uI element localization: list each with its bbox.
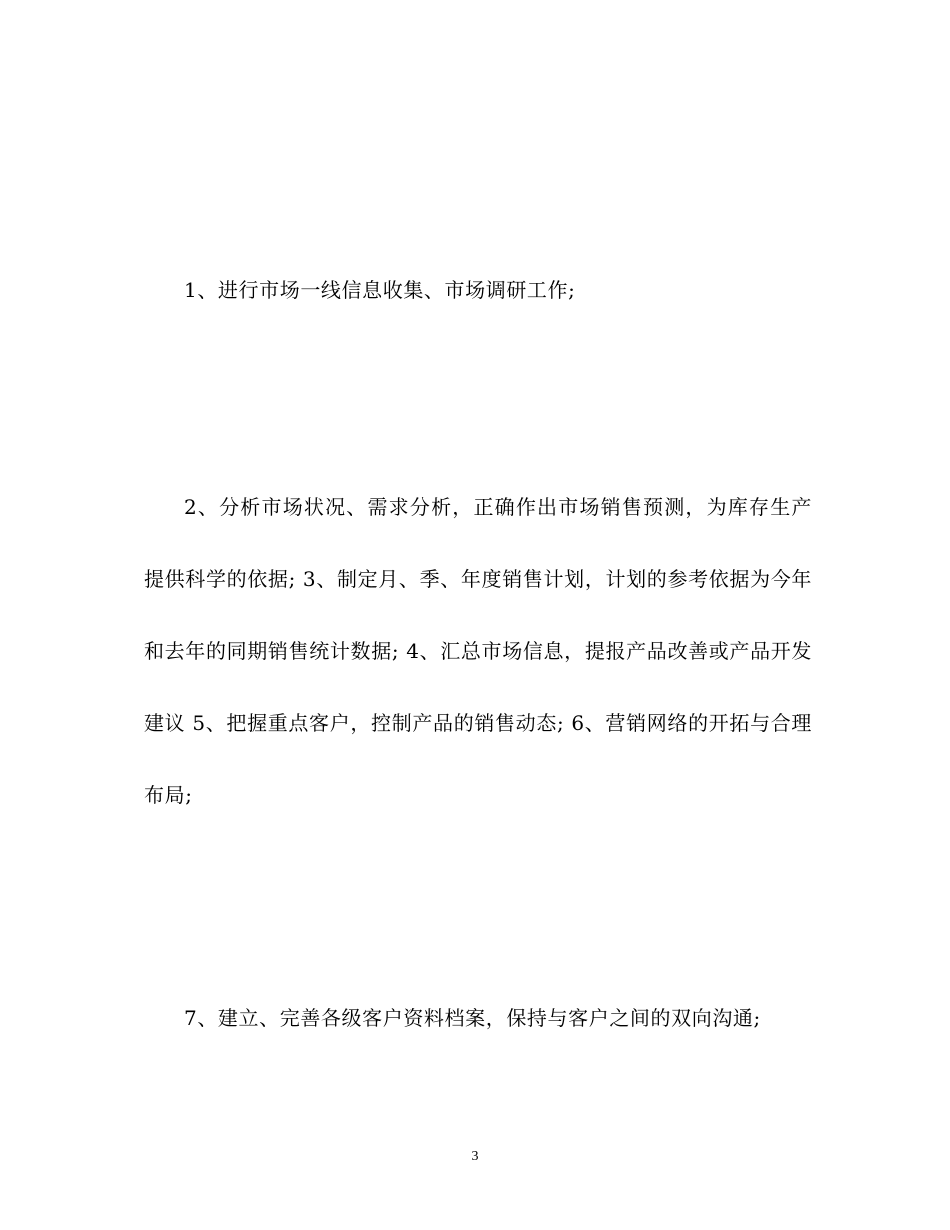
paragraph-market-research: 1、进行市场一线信息收集、市场调研工作; xyxy=(184,278,576,302)
paragraph-sales-planning: 2、分析市场状况、需求分析，正确作出市场销售预测，为库存生产提供科学的依据; 3、制定月、季、年度销售计划，计划的参考依据为今年和去年的同期销售统计数据; 4、汇总市场信息，提报产品改善或产品开发建议 5、把握重点客户，控制产品的销售动态; 6、营销网络的开拓与合理布局; xyxy=(144,495,812,807)
page-number: 3 xyxy=(471,1149,479,1164)
paragraph-customer-records: 7、建立、完善各级客户资料档案，保持与客户之间的双向沟通; xyxy=(184,1006,761,1030)
